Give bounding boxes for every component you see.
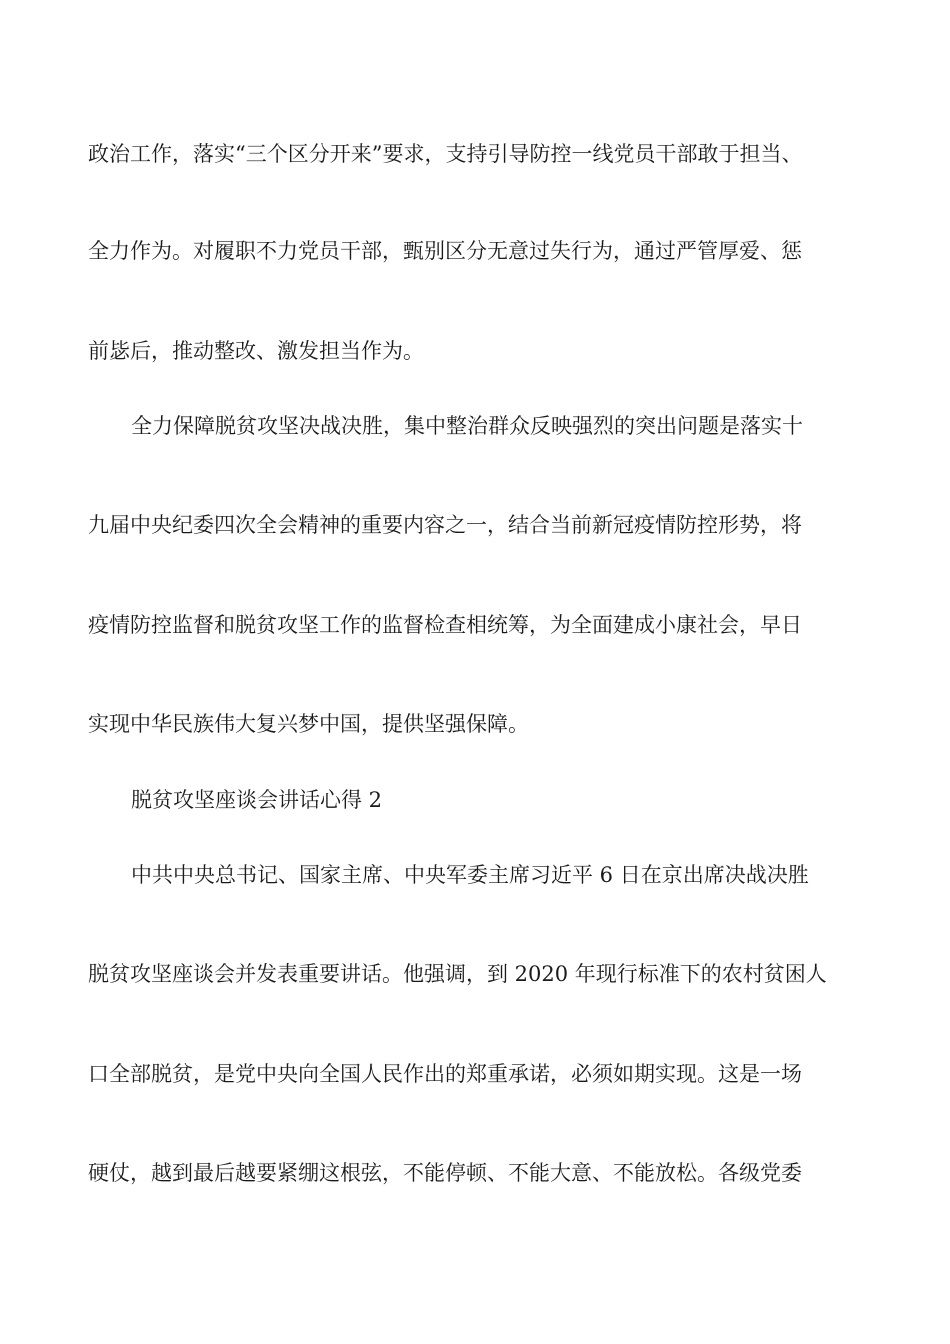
paragraph-line: 硬仗，越到最后越要紧绷这根弦，不能停顿、不能大意、不能放松。各级党委 — [88, 1161, 802, 1185]
paragraph-line: 脱贫攻坚座谈会并发表重要讲话。他强调，到 2020 年现行标准下的农村贫困人 — [88, 962, 827, 986]
paragraph-line: 口全部脱贫，是党中央向全国人民作出的郑重承诺，必须如期实现。这是一场 — [88, 1062, 802, 1086]
paragraph-line: 前毖后，推动整改、激发担当作为。 — [88, 339, 424, 363]
paragraph-line: 政治工作，落实“三个区分开来”要求，支持引导防控一线党员干部敢于担当、 — [88, 142, 803, 166]
section-heading: 脱贫攻坚座谈会讲话心得 2 — [131, 788, 383, 812]
paragraph-line: 全力作为。对履职不力党员干部，甄别区分无意过失行为，通过严管厚爱、惩 — [88, 239, 802, 263]
paragraph-line: 实现中华民族伟大复兴梦中国，提供坚强保障。 — [88, 712, 529, 736]
paragraph-line: 疫情防控监督和脱贫攻坚工作的监督检查相统筹，为全面建成小康社会，早日 — [88, 613, 802, 637]
paragraph-line: 九届中央纪委四次全会精神的重要内容之一，结合当前新冠疫情防控形势，将 — [88, 513, 802, 537]
paragraph-line: 中共中央总书记、国家主席、中央军委主席习近平 6 日在京出席决战决胜 — [131, 863, 809, 887]
paragraph-line: 全力保障脱贫攻坚决战决胜，集中整治群众反映强烈的突出问题是落实十 — [131, 414, 803, 438]
